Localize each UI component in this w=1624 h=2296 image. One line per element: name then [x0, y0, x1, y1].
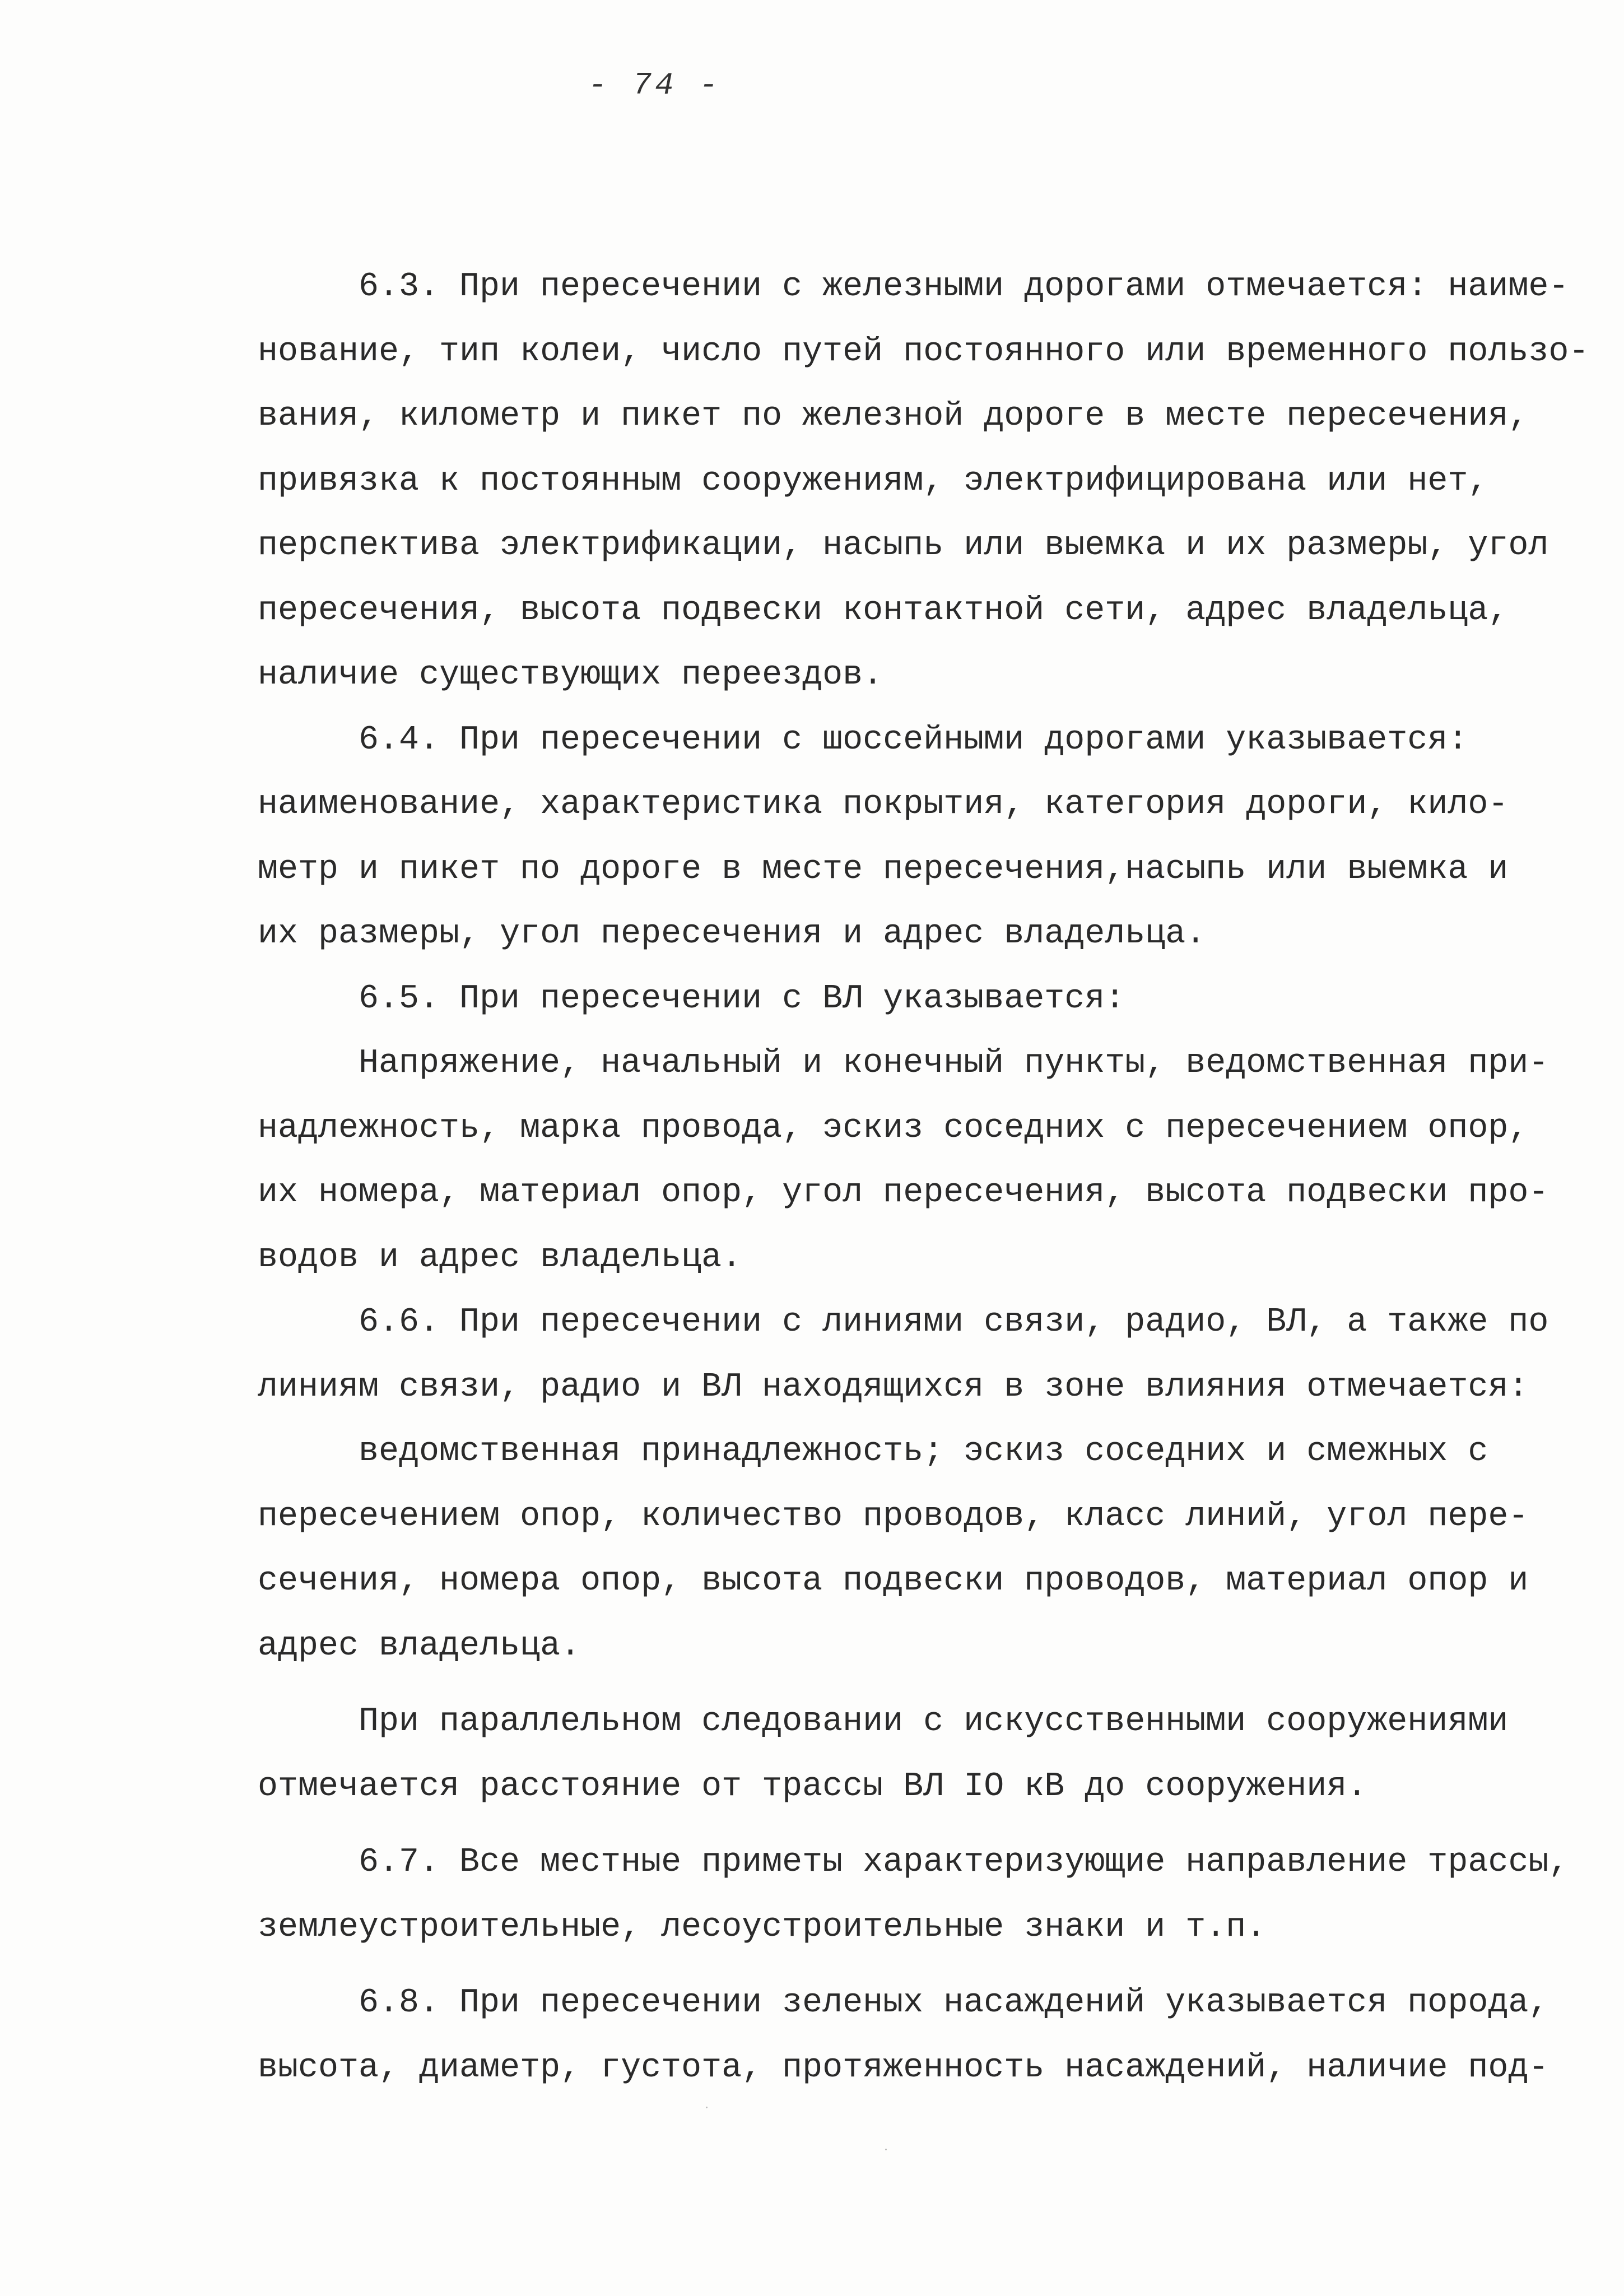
text-line: водов и адрес владельца.	[258, 1238, 742, 1277]
text-line: Напряжение, начальный и конечный пункты, ведомственная при-	[359, 1044, 1549, 1082]
text-line: надлежность, марка провода, эскиз соседних с пересечением опор,	[258, 1109, 1529, 1147]
scan-speck	[706, 2107, 708, 2108]
text-line: их номера, материал опор, угол пересечения, высота подвески про-	[258, 1174, 1549, 1212]
text-line: высота, диаметр, густота, протяженность насаждений, наличие под-	[258, 2048, 1549, 2087]
text-line: привязка к постоянным сооружениям, электрифицирована или нет,	[258, 462, 1488, 500]
text-line: 6.4. При пересечении с шоссейными дорогами указывается:	[359, 721, 1468, 759]
text-line: наименование, характеристика покрытия, категория дороги, кило-	[258, 786, 1509, 824]
text-line: вания, километр и пикет по железной дороге в месте пересечения,	[258, 397, 1529, 435]
text-line: 6.6. При пересечении с линиями связи, радио, ВЛ, а также по	[359, 1303, 1549, 1341]
text-line: линиям связи, радио и ВЛ находящихся в зоне влияния отмечается:	[258, 1368, 1529, 1406]
text-line: перспектива электрификации, насыпь или выемка и их размеры, угол	[258, 527, 1549, 565]
text-line: сечения, номера опор, высота подвески проводов, материал опор и	[258, 1562, 1529, 1600]
text-line: нование, тип колеи, число путей постоянного или временного пользо-	[258, 332, 1589, 371]
text-line: При параллельном следовании с искусственными сооружениями	[359, 1703, 1509, 1741]
body-text	[258, 255, 1591, 2100]
text-line: 6.3. При пересечении с железными дорогами отмечается: наиме-	[359, 268, 1569, 306]
text-line: адрес владельца.	[258, 1626, 581, 1665]
text-line: отмечается расстояние от трассы ВЛ IO кВ до сооружения.	[258, 1767, 1367, 1806]
text-line: пересечения, высота подвески контактной сети, адрес владельца,	[258, 591, 1509, 630]
text-line: 6.5. При пересечении с ВЛ указывается:	[359, 979, 1125, 1018]
text-line: ведомственная принадлежность; эскиз соседних и смежных с	[359, 1433, 1488, 1471]
page-number: - 74 -	[588, 67, 722, 103]
text-line: метр и пикет по дороге в месте пересечения,насыпь или выемка и	[258, 850, 1509, 889]
text-line: землеустроительные, лесоустроительные знаки и т.п.	[258, 1908, 1267, 1946]
text-line: 6.8. При пересечении зеленых насаждений указывается порода,	[359, 1984, 1549, 2022]
text-line: наличие существующих переездов.	[258, 656, 883, 694]
text-line: пересечением опор, количество проводов, класс линий, угол пере-	[258, 1497, 1529, 1536]
text-line: их размеры, угол пересечения и адрес владельца.	[258, 915, 1206, 953]
scan-speck	[885, 2149, 887, 2150]
text-line: 6.7. Все местные приметы характеризующие направление трассы,	[359, 1843, 1569, 1881]
